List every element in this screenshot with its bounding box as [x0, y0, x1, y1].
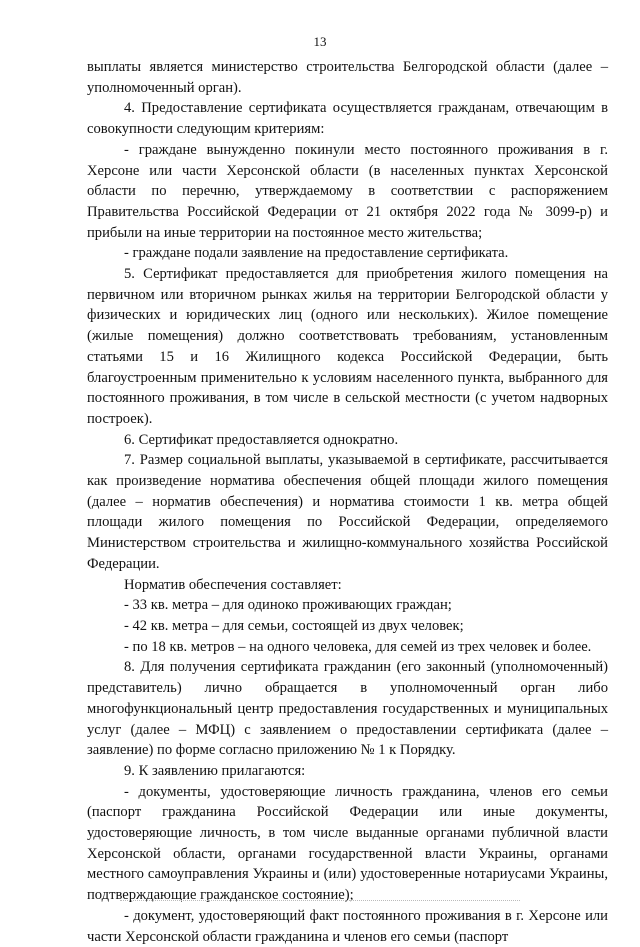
criteria-item-1: - граждане вынужденно покинули место постоянного проживания в г. Херсоне или части Херсонской области (в населенных пунктах Херсонской области по перечню, утверждаемому в соответствии с распоряжением Правительства Российской Федерации от 21 октября 2022 года № 3099-р) и прибыли на иные территории на постоянное место жительства;: [87, 141, 608, 241]
norm-item-3: - по 18 кв. метров – на одного человека, для семей из трех человек и более.: [124, 638, 592, 655]
paragraph-5: 5. Сертификат предоставляется для приобретения жилого помещения на первичном или вторичном рынках жилья на территории Белгородской области у физических и юридических лиц (одного или нескольких). Жилое помещение (жилые помещения) должно соответствовать требованиям, установленным статьями 15 и 16 Жилищного кодекса Российской Федерации, быть благоустроенным применительно к условиям населенного пункта, выбранного для постоянного проживания, в том числе в сельской местности (с учетом надворных построек).: [87, 266, 608, 427]
paragraph-9: 9. К заявлению прилагаются:: [124, 762, 306, 779]
paragraph-7: 7. Размер социальной выплаты, указываемой в сертификате, рассчитывается как произведение норматива обеспечения общей площади жилого помещения (далее – норматив обеспечения) и норматива стоимости 1 кв. метра общей площади жилого помещения по Российской Федерации, определяемого Министерством строительства и жилищно-коммунального хозяйства Российской Федерации.: [87, 452, 608, 572]
criteria-item-2: - граждане подали заявление на предоставление сертификата.: [124, 245, 509, 262]
paragraph-8: 8. Для получения сертификата гражданин (его законный (уполномоченный) представитель) лично обращается в уполномоченный орган либо многофункциональный центр предоставления государственных и муниципальных услуг (далее – МФЦ) с заявлением о предоставлении сертификата (далее – заявление) по форме согласно приложению № 1 к Порядку.: [87, 659, 608, 759]
paragraph-6: 6. Сертификат предоставляется однократно.: [124, 431, 399, 448]
scan-artifact-line: [120, 900, 520, 902]
attachment-item-1: - документы, удостоверяющие личность гражданина, членов его семьи (паспорт гражданина Российской Федерации или иные документы, удостоверяющие личность, в том числе выданные органами публичной власти Херсонской области, органами государственной власти Украины, органами местного самоуправления Украины и (или) удостоверенные нотариусами Украины, подтверждающие гражданское состояние);: [87, 783, 608, 904]
paragraph-4: 4. Предоставление сертификата осуществляется гражданам, отвечающим в совокупности следующим критериям:: [87, 100, 608, 138]
document-body: [87, 57, 608, 947]
attachment-item-2: - документ, удостоверяющий факт постоянного проживания в г. Херсоне или части Херсонской области гражданина и членов его семьи (паспорт: [87, 907, 608, 945]
page-number: 13: [313, 34, 327, 49]
norm-heading: Норматив обеспечения составляет:: [124, 576, 342, 593]
norm-item-1: - 33 кв. метра – для одиноко проживающих граждан;: [124, 597, 452, 614]
norm-item-2: - 42 кв. метра – для семьи, состоящей из двух человек;: [124, 617, 464, 634]
paragraph-3-continuation: выплаты является министерство строительства Белгородской области (далее – уполномоченный орган).: [87, 59, 608, 96]
